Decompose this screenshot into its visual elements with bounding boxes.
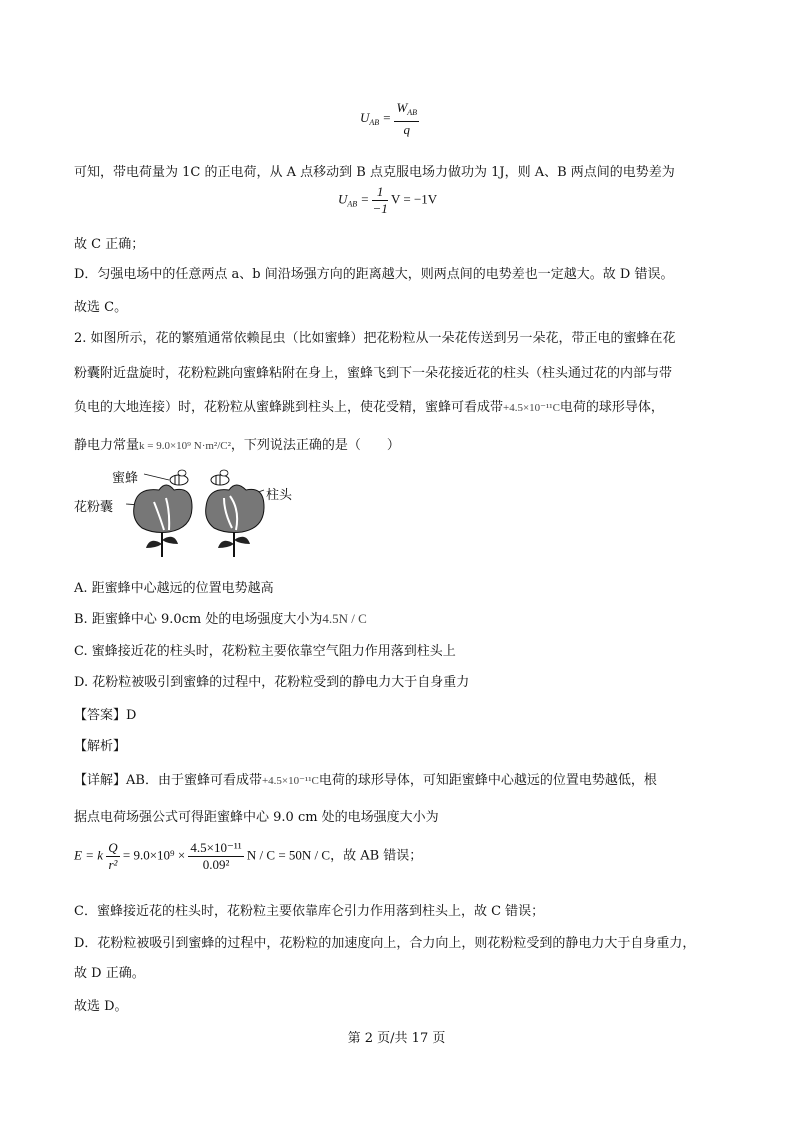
paragraph-1: 可知，带电荷量为 1C 的正电荷，从 A 点移动到 B 点克服电场力做功为 1J，则 A、B 两点间的电势差为 <box>74 165 675 180</box>
detail-conclusion: 故选 D。 <box>74 999 128 1014</box>
formula-uab-definition: $U_{AB}$ = $\frac{W_{AB}}{q}$ <box>360 100 418 137</box>
coulomb-constant: k = 9.0×10⁹ N·m²/C² <box>139 440 231 452</box>
detail-d-line-1: D．花粉粒被吸引到蜜蜂的过程中，花粉粒的加速度向上，合力向上，则花粉粒受到的静电力大于自身重力， <box>74 936 696 951</box>
detail-line-1: 【详解】AB．由于蜜蜂可看成带+4.5×10⁻¹¹C电荷的球形导体，可知距蜜蜂中心越远的位置电势越低，根 <box>74 773 657 788</box>
bee-icon-2 <box>211 470 229 485</box>
formula-uab-value: $U_{AB}$ = $\frac{1}{-1}$ V = −1V <box>338 184 438 216</box>
flower-2 <box>206 485 264 557</box>
detail-line-2: 据点电荷场强公式可得距蜜蜂中心 9.0 cm 处的电场强度大小为 <box>74 810 439 825</box>
detail-d-line-2: 故 D 正确。 <box>74 966 145 981</box>
charge-value: +4.5×10⁻¹¹C <box>503 402 560 414</box>
paragraph-2: 故 C 正确； <box>74 237 145 252</box>
flower-1 <box>134 485 192 557</box>
analysis-label: 【解析】 <box>74 739 127 754</box>
label-anther: 花粉囊 <box>74 500 114 515</box>
flower-illustration <box>74 462 304 562</box>
page-footer: 第 2 页/共 17 页 <box>347 1031 446 1046</box>
answer-label: 【答案】D <box>74 708 137 723</box>
flower-bee-figure <box>74 462 304 562</box>
question-2-line-1: 2. 如图所示，花的繁殖通常依赖昆虫（比如蜜蜂）把花粉粒从一朵花传送到另一朵花，带正电的蜜蜂在花 <box>74 331 676 346</box>
question-2-line-2: 粉囊附近盘旋时，花粉粒跳向蜜蜂粘附在身上，蜜蜂飞到下一朵花接近花的柱头（柱头通过花的内部与带 <box>74 366 673 381</box>
formula-field-strength: E = k $\frac{Q}{\text{r²}}$ = 9.0×10⁹ × $\frac{\text{4.5×10⁻¹¹}}{\text{0.09²}}$ N / C = 50N / C，故 AB 错误； <box>74 840 423 872</box>
bee-icon-1 <box>170 470 188 485</box>
label-bee: 蜜蜂 <box>112 471 139 486</box>
detail-c: C．蜜蜂接近花的柱头时，花粉粒主要依靠库仑引力作用落到柱头上，故 C 错误； <box>74 904 545 919</box>
paragraph-4: 故选 C。 <box>74 300 128 315</box>
question-2-line-3: 负电的大地连接）时，花粉粒从蜜蜂跳到柱头上，使花受精，蜜蜂可看成带+4.5×10⁻¹¹C电荷的球形导体， <box>74 400 664 415</box>
label-stigma: 柱头 <box>266 488 293 503</box>
option-b-value: 4.5N / C <box>322 611 367 626</box>
option-a: A. 距蜜蜂中心越远的位置电势越高 <box>74 581 274 596</box>
option-d: D. 花粉粒被吸引到蜜蜂的过程中，花粉粒受到的静电力大于自身重力 <box>74 675 470 690</box>
paragraph-3: D．匀强电场中的任意两点 a、b 间沿场强方向的距离越大，则两点间的电势差也一定越大。故 D 错误。 <box>74 267 674 282</box>
option-c: C. 蜜蜂接近花的柱头时，花粉粒主要依靠空气阻力作用落到柱头上 <box>74 644 456 659</box>
detail-charge-value: +4.5×10⁻¹¹C <box>261 775 319 787</box>
question-2-line-4: 静电力常量k = 9.0×10⁹ N·m²/C²，下列说法正确的是（ ） <box>74 438 400 453</box>
option-b: B. 距蜜蜂中心 9.0cm 处的电场强度大小为4.5N / C <box>74 611 367 627</box>
